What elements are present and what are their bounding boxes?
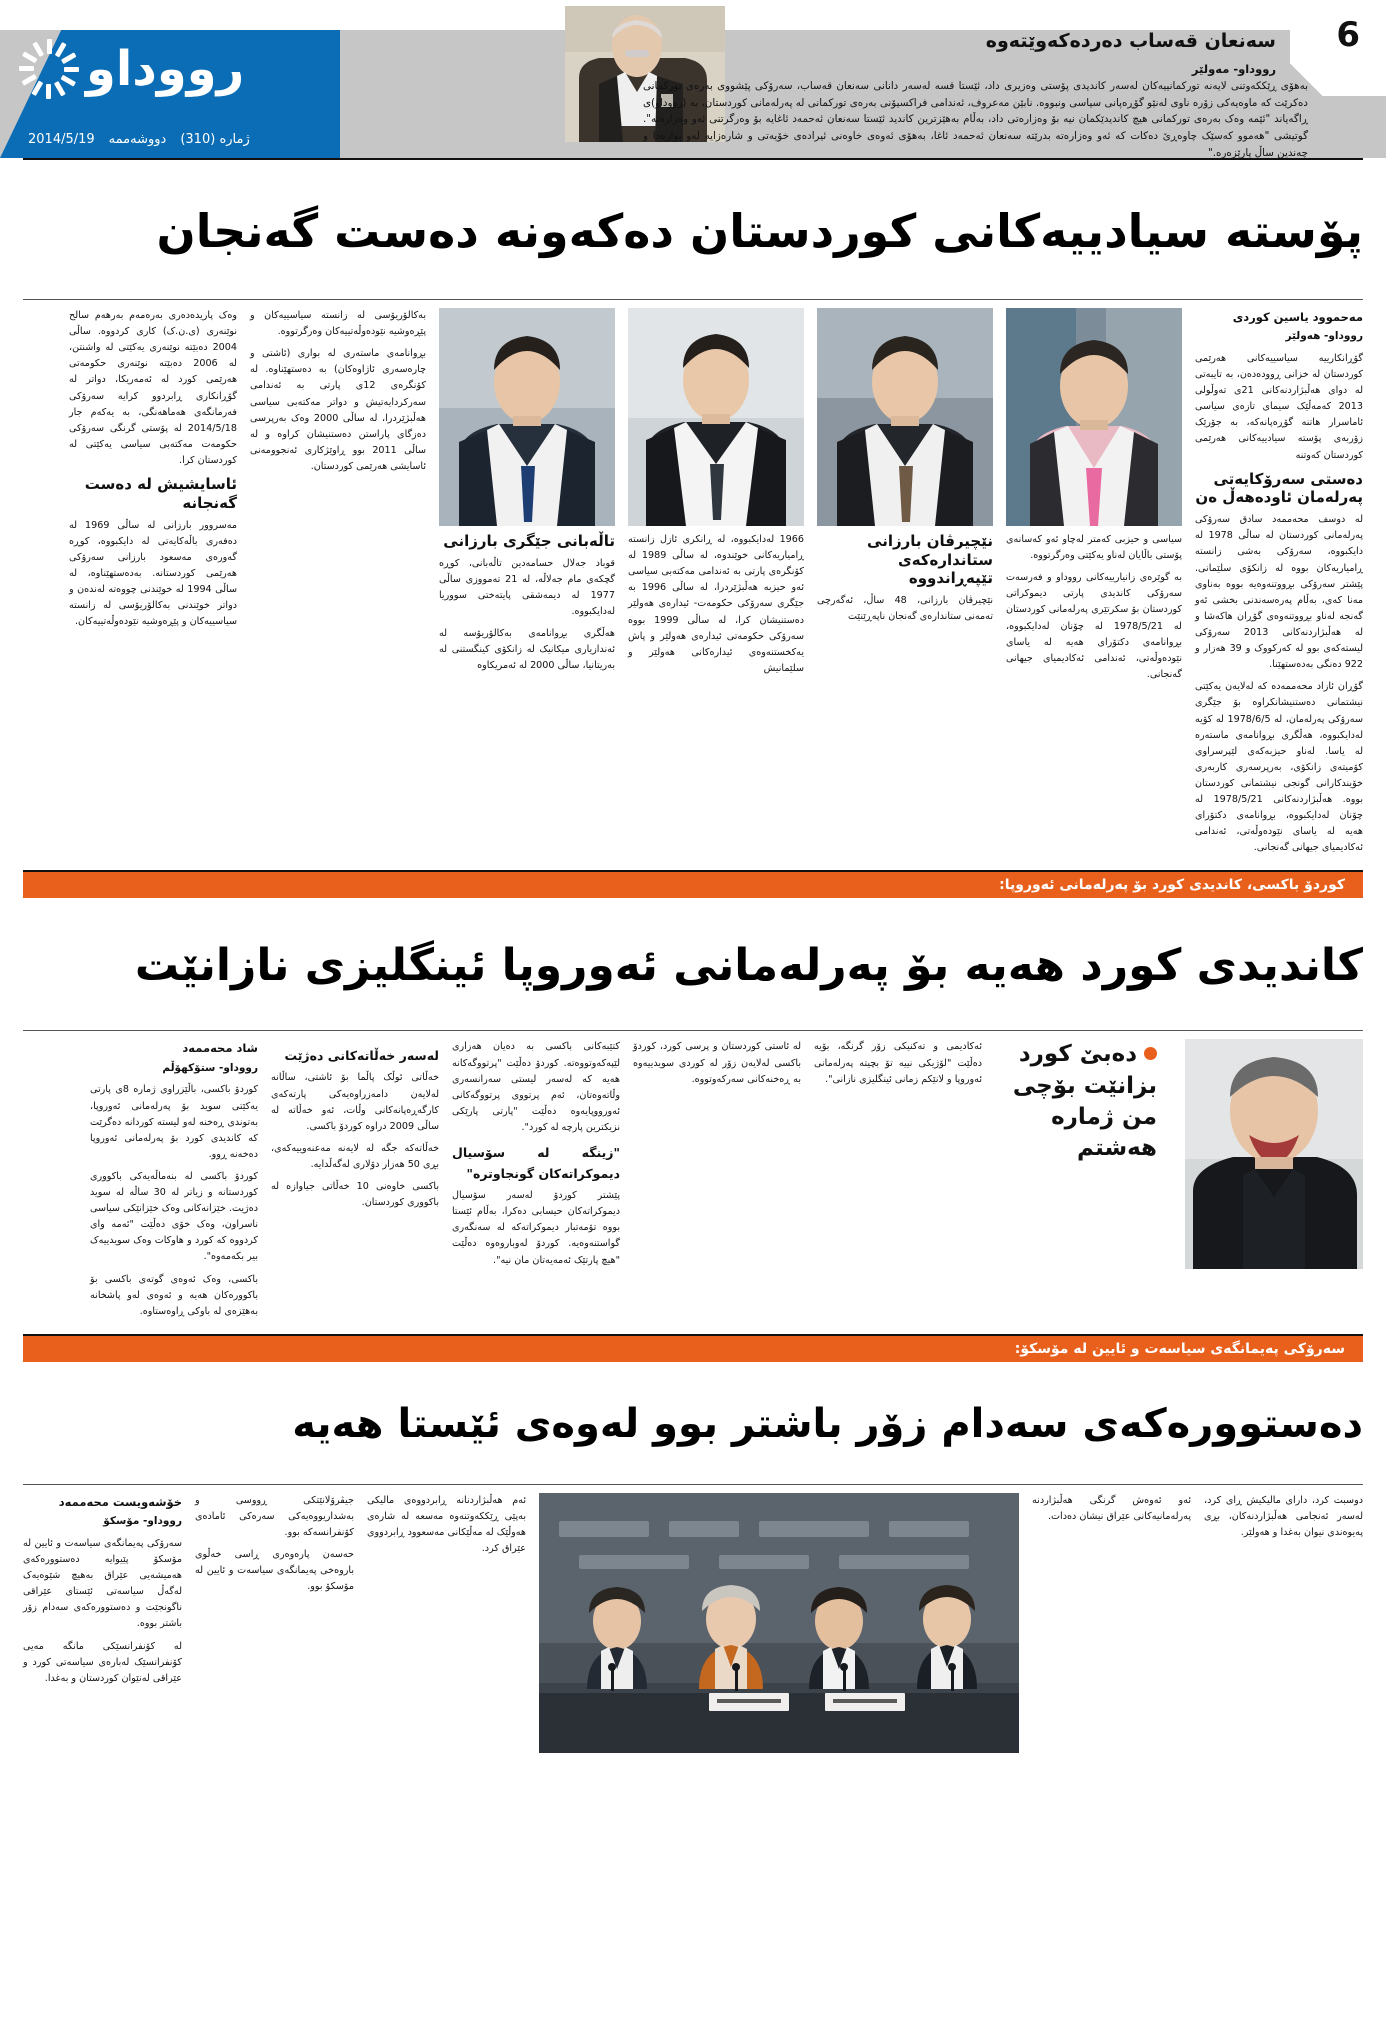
section1-col6-p2: بڕوانامەی ماستەری لە بواری (ئاشتی و چارەسەری ئاژاوەکان) بە دەستهێناوە. لە کۆنگرەی 12ی پارتی بە ئەندامی سەرکردایەتیش و دواتر مەکتەبی سیاسی هەڵبژێردرا، لە ساڵی 2000 وەک بەرپرسی دەزگای پاراستن دەستنیشان کراوە و لە ساڵی 2011 بوو ڕاوێژکاری ئەنجوومەنی ئاسایشی هەرێمی کوردستان. xyxy=(250,348,427,472)
section1-author: مەحموود یاسین کوردی xyxy=(1232,309,1363,324)
portrait-photo-nechirvan xyxy=(1006,308,1182,526)
section1-left-sub: ئاسایشیش لە دەست گەنجانە xyxy=(84,475,237,512)
section2-col-right xyxy=(90,1039,258,1325)
section2-col-6 xyxy=(814,1039,982,1093)
section3-photo-block xyxy=(539,1493,1019,1753)
section1-col-2 xyxy=(1006,308,1182,689)
rule-under-headline-3 xyxy=(23,1484,1363,1485)
section3-col5-p1: دوسبت کرد، دارای مالیکیش ڕای کرد، لەسەر ئەنجامی هەڵبژاردنەکان، بڕی پەیوەندی نیوان بەغدا و هەولێر. xyxy=(1204,1494,1363,1539)
kicker-bar-section2-label: کوردۆ باکسی، کاندیدی کورد بۆ پەرلەمانی ئەوروپا: xyxy=(999,877,1345,894)
section3-columns xyxy=(23,1493,1363,1753)
section1-left-p2: مەسروور بارزانی لە ساڵی 1969 لە دەفەری باڵەکایەتی لە دایکبووە، کوڕە گەورەی مەسعود بارزانی سەرۆکی هەرێمی کوردستانە. بەدەستهێناوە، لە ساڵی 1994 لە خوێندنی چووەتە لەندەن و دواتر خوێندنی بەکالۆریۆسی لە زانستە سیاسییەکان و پێڕەوشیە نێودەوڵەتییەکان. xyxy=(69,519,237,628)
section1-col-4 xyxy=(628,308,804,683)
section2-col4-p1: کتێبەکانی باکسی بە دەیان هەزاری لێپەکەوتووەتە. کوردۆ دەڵێت "پرتووگەکانە هەیە کە لەسەر لیستی سەرانسەری وڵاتەوەتان، ئەم پرتووی پرتووگەکانی ئەورووپایەوە دەڵێت "پارتی پارێکی نزیکترین پارچە لە کورد". xyxy=(452,1041,620,1133)
section2-col5-p1: لە ئاستی کوردستان و پرسی کورد، کوردۆ باکسی لەلایەن زۆر لە کوردی سویدییەوە بە ڕەخنەکانی سەرکەوتووە. xyxy=(633,1041,801,1085)
section1-col5-text xyxy=(439,532,615,675)
kicker-bar-section3 xyxy=(23,1336,1363,1362)
section1-col-right xyxy=(1195,308,1363,863)
section1-col-6 xyxy=(250,308,426,481)
masthead-byline: رووداو- مەولێر xyxy=(1191,62,1276,76)
section2-col-5 xyxy=(633,1039,801,1093)
section1-col2-text xyxy=(1006,532,1182,683)
section1-col5-p: قوباد جەلال حسامەدین تاڵەبانی، کوڕە گچکەی مام جەلاڵە، لە 21 تەمووزی ساڵی 1977 لە دیمەشقی پایتەختی سووریا لەدایکبووە. xyxy=(439,557,615,618)
section1-p2: گۆڕان ئازاد محەممەدە کە لەلایەن یەکێتی نیشتمانی دەستنیشانکراوە بۆ جێگری سەرۆکی پەرلەمان، لە 1978/6/5 لە کۆیە لەدایکبووە، هەڵگری بڕوانامەی ماستەرە لە یاسا. لەناو حیزبەکەی لێپرسراوی کۆمیتەی زانکۆی، بەرپرسەری کاربەری خۆیندکارانی گونجی نیشتمانی کوردستان بووە. هەڵبژاردنەکانی 1978/5/21 لە چۆنان لەدایکبووە، بڕوانامەی دکتۆرای هەیە لە یاسای نێودەوڵەتی، ئەندامی ئەکادیمیای جیهانی گەنجانی. xyxy=(1195,681,1363,854)
section-top-story xyxy=(23,191,1363,863)
section3-col2-p1: جیڤرۆلانێتکی ڕووسی و بەشداریووەیەکی سەرەکی ئامادەی کۆنفرانسەکە بوو. xyxy=(195,1494,354,1539)
section1-col2-p1: بە گوێرەی زانیارییەکانی رووداو و فەرسەت سەرۆکی کاندیدی پارتی دیموکراتی کوردستان بۆ سکرتێری پەرلەمانی کوردستان لە 1978/5/21 لە چۆنان لەدایکبووە، بڕوانامەی دکتۆرای هەیە لە یاسای نێودەوڵەتی، ئەندامی ئەکادیمیای جیهانی گەنجانی. xyxy=(1006,572,1182,680)
portrait-photo-kurdo-baksi xyxy=(1185,1039,1363,1269)
section1-col-left xyxy=(69,308,237,636)
rule-under-headline-1 xyxy=(23,299,1363,300)
section3-author: خۆشەویست محەممەد xyxy=(58,1494,182,1509)
section2-feature-block xyxy=(995,1039,1363,1269)
portrait-photo-qubad xyxy=(817,308,993,526)
section2-headline: کاندیدی کورد هەیە بۆ پەرلەمانی ئەوروپا ئینگلیزی نازانێت xyxy=(134,939,1363,991)
section3-col3-p1: ئەم هەڵبژاردنانە ڕابردووەی مالیکی بەپێی ڕێککەوتنەوە مەسعە لە شارەی هەوڵێک لە مەڵێکانی مەسعوود ڕابردووی عێراق کرد. xyxy=(367,1494,526,1555)
dateline-weekday: دووشەممە xyxy=(108,132,167,147)
section1-col6-p1: بەکالۆریۆسی لە زانستە سیاسییەکان و پێڕەوشیە نێودەوڵەتییەکان وەرگرتووە. xyxy=(250,309,426,338)
section2-col2-p2: خەڵاتەکە جگە لە لایەنە مەعنەوییەکەی، بڕی 50 هەزار دۆلاری لەگەڵدایە. xyxy=(271,1142,439,1170)
masthead-kicker: سەنعان قەساب دەردەکەوێتەوە xyxy=(985,30,1276,52)
kicker-bar-section3-label: سەرۆکی پەیمانگەی سیاسەت و ئایین لە مۆسکۆ: xyxy=(1014,1340,1345,1357)
section1-columns xyxy=(23,308,1363,863)
section1-byline: رووداو- هەولێر xyxy=(1285,330,1363,343)
masthead-body-text: بەهۆی ڕێککەوتنی لایەنە تورکمانییەکان لەسەر کاندیدی پۆستی وەزیری داد، ئێستا قسە لەسەر دانانی سەنعان قەساب، سەرۆکی پێشووی بەرەی تورکمانی دەکرێت کە ماوەیەکی زۆرە ناوی لەنێو گۆڕەپانی سیاسی ونبووە. نابێن مەعروف، ئەندامی فراکسیۆنی بەرەی تورکمانی لە پەرلەمانی کوردستان، بە (رووداو)ی ڕاگەیاند "ئێمە وەک بەرەی تورکمانی هیچ کاندیدێکمان نیە بۆ وەزارەتی داد، بەڵام بەهێزترین کاندید ئێستا سەنعان ئەحمەد ئاغایە بۆ وەرگرتنی ئەو وەزارەتە". گوتیشی "هەموو کەسێک چاوەڕێ دەکات کە ئەو وەزارەتە بدرێتە سەنعان ئەحمەد ئاغا، بەهۆی ئەوەی خاوەنی ئیرادەی خۆیەتی و شارەزایە لەو بوارەدا و چەندین ساڵ پارێزەرە." xyxy=(643,80,1308,158)
section2-col-4 xyxy=(452,1039,620,1274)
section3-col-3 xyxy=(367,1493,526,1563)
section2-col3-p1: پێشتر کوردۆ لەسەر سۆسیال دیموکراتەکان حیسابی دەکرا، بەڵام ئێستا بووە تۆمەتبار دیموکراتەکە لە سەنگەری گواستنەوەیە. کوردۆ لەوباروەوە دەڵێت "هیچ پارتێک ئەمەیەتان مان نیە". xyxy=(452,1190,620,1266)
section2-author: شاد محەممەد xyxy=(182,1041,258,1056)
section1-left-p1: وەک پاریدەدەری بەرەمەم بەرهەم سالح نوێنەری (ی.ن.ک) کاری کردووە. ساڵی 2004 دەبێتە نوێنەری یەکێتی لە واشنتن، لە 2006 دەبێتە نوێنەری حکومەتی هەرێمی کورد لە ئەمەریکا، دواتر لە گۆڕانکاری ڕابردوو کرایە سەرۆکی فەرمانگەی هەماهەنگی، بە یەکەم جار 2014/5/18 لە پۆستی گرنگی سەرۆکی حکومەت مەکتەبی سیاسی یەکێتی لە کوردستان کرا. xyxy=(69,309,237,466)
dateline xyxy=(28,132,250,147)
section1-col3-text xyxy=(817,532,993,625)
section2-col2-p3: باکسی خاوەنی 10 خەڵاتی جیاوازە لە باکووری کوردستان. xyxy=(271,1181,439,1209)
section1-col4-text xyxy=(628,532,804,677)
section1-col4-p1: 1966 لەدایکبووە، لە ڕانکری ئازل زانستە ڕامیاریەکانی خوێندوە، لە ساڵی 1989 لە کۆنگرەی پارتی بە ئەندامی مەکتەبی سیاسی ئەو حیزبە هەڵبژێردرا، لە ساڵی 1996 بە جێگری سەرۆکی حکومەت- ئیدارەی هەولێر دەستنیشان کرا، لە ساڵی 1999 بووە سەرۆکی حکومەتی ئیدارەی هەولێر و پاش یەکخستنەوەی ئیدارەکانی هەولێر و سلێمانیش xyxy=(628,533,804,674)
portrait-photo-talabani xyxy=(439,308,615,526)
logo-wordmark: رووداو xyxy=(86,41,245,97)
section3-col-2 xyxy=(195,1493,354,1602)
masthead xyxy=(0,0,1386,158)
section3-col-left xyxy=(1204,1493,1363,1547)
logo[interactable] xyxy=(18,38,328,100)
section1-col5-p2: هەڵگری بڕوانامەی بەکالۆریۆسە لە ئەندازیاری میکانیک لە زانکۆی کینگستنی لە بەریتانیا، ساڵی 2000 لە ئەمریکاوە xyxy=(439,628,615,672)
section3-colr-p1: سەرۆکی پەیمانگەی سیاسەت و ئایین لە مۆسکۆ پێیوایە دەستوورەکەی هەمیشەیی عێراق بەهیچ شێوەیەک لەگەڵ سیاسەتی ئێستای عێراقی ناگونجێت و دەستوورەکەی سەدام زۆر باشتر بووە. xyxy=(23,1537,182,1630)
section1-p1: لە دوسف محەممەد سادق سەرۆکی پەرلەمانی کوردستان لە ساڵی 1978 لە دایکبووە، سەرۆکی بەشی زانستە ڕامیاریەکان بووە لە زانکۆی سلێمانی. پێشتر سەرۆکی بڕووتنەوەیە بووە بەناوی مەنا کەی، بەڵام پەرەسەندنی بخشی ئەو گەنجە لەناو بڕووتنەوەی گۆڕان هاکەشا و لە هەڵبژاردنەکانی 2013 سەرۆکی لیستەکەی بوو لە کەرکووک و 39 هەزار و 922 دەنگی بەدەستهێنا. xyxy=(1195,514,1363,671)
rule-below-masthead xyxy=(23,158,1363,160)
section1-lead: گۆڕانکارییە سیاسییەکانی هەرێمی کوردستان لە خزانی ڕوودەدەن، بە تایبەتی لە دوای هەڵبژاردنەکانی 21ی تەوڵولی 2013 کەمەڵێک سیمای تازەی سیاسی ئاماسرار هاتنە گۆڕەپانەکە، بە جۆرێک زۆربەی پۆستە سیادییەکانی هەرێمی کوردستان کەوتنە xyxy=(1195,352,1363,461)
section2-col2-title: لەسەر خەڵاتەکانی دەژێت xyxy=(284,1048,439,1064)
section2-col3-title: "زینگە لە سۆسیال دیموکراتەکان گونجاوترە" xyxy=(452,1145,620,1182)
kicker-bar-section2 xyxy=(23,872,1363,898)
section-europe-candidate xyxy=(23,928,1363,1326)
section2-columns xyxy=(23,1039,1363,1325)
section2-byline: رووداو- ستۆکهۆڵم xyxy=(162,1061,258,1074)
section2-col2-p1: خەڵاتی ئوڵک پاڵما بۆ ئاشتی، ساڵانە لەلایەن دامەزراوەیەکی پارتەکەی کارگەڕەپانەکانی وڵات، ئەو خەڵاتە لە ساڵی 2009 دراوە کوردۆ باکسی. xyxy=(271,1072,439,1132)
section3-headline: دەستوورەکەی سەدام زۆر باشتر بوو لەوەی ئێستا هەیە xyxy=(292,1400,1363,1447)
section3-byline: رووداو- مۆسکۆ xyxy=(103,1515,182,1528)
section-constitution xyxy=(23,1389,1363,1753)
section2-col6-p1: ئەکادیمی و تەکنیکی زۆر گرنگە، بۆیە دەڵێت "لۆژیکی نییە تۆ بچیتە پەرلەمانی ئەوروپا و لانێکم زمانی ئینگلیزی نازانی". xyxy=(814,1041,982,1085)
section3-col2-p2: حەسەن پارەوەری ڕاسی خەڵوی باروەخی پەیمانگەی سیاسەت و ئایین لە مۆسکۆ بوو. xyxy=(195,1549,354,1593)
section1-sub-1: دەستی سەرۆکایەتی پەرلەمان ئاودەهەڵ ەن xyxy=(1195,469,1363,507)
section1-col2-sub: سیاسی و حیزبی کەمتر لەچاو ئەو کەسانەی پۆستی باڵایان لەناو یەکێتی وەرگرتووە. xyxy=(1006,533,1182,562)
section3-col4-p1: ئەو ئەوەش گرنگی هەڵبژاردنە پەرلەمانیەکانی عێراق نیشان دەدات. xyxy=(1032,1494,1191,1523)
dateline-issue: ژماره (310) xyxy=(180,132,250,147)
section2-colr-p3: باکسی، وەک ئەوەی گوتەی باکسی بۆ باکوورەکان هەیە و ئەوەی لەو پاشخانە بەهێزەی لە باوکی ڕاوەستاوە. xyxy=(90,1273,258,1317)
section1-col5-title: تاڵەبانی جێگری بارزانی xyxy=(443,531,615,550)
section3-colr-p2: لە کۆنفرانسێکی مانگە مەیی کۆنفرانسێک لەبارەی سیاسەتی کورد و عێراقی لەنێوان کوردستان و بەغدا. xyxy=(23,1640,182,1684)
section2-colr-p1: کوردۆ باکسی، باڵێزراوی ژمارە 8ی پارتی یەکێتی سوید بۆ پەرلەمانی ئەوروپا، بەتوندی ڕەخنە لەو لیستە کوردانە دەگرێت کە کاندیدی کورد بۆ پەرلەمانی ئەوروپا دەخەنە ڕوو. xyxy=(90,1084,258,1160)
portrait-photo-masrour xyxy=(628,308,804,526)
section1-col-3 xyxy=(817,308,993,631)
section1-col3-p: نێچیرڤان بارزانی، 48 ساڵ، ئەگەرچی تەمەنی ستاندارەی گەنجان ناپەڕێنێت xyxy=(817,595,994,623)
section3-col-right xyxy=(23,1493,182,1693)
section3-col-4 xyxy=(1032,1493,1191,1531)
section2-col-3 xyxy=(271,1039,439,1217)
section2-pull-quote xyxy=(995,1039,1173,1163)
press-conference-photo xyxy=(539,1493,1019,1753)
section1-headline: پۆستە سیادییەکانی کوردستان دەکەونە دەست گەنجان xyxy=(156,203,1363,258)
sunburst-icon xyxy=(18,38,80,100)
section1-col-5 xyxy=(439,308,615,681)
bullet-dot-icon xyxy=(1144,1047,1157,1060)
section2-colr-p2: کوردۆ باکسی لە بنەماڵەیەکی باکووری کوردستانە و زیاتر لە 30 ساڵە لە سوید دەژیت. خێزانەکانی وەک خێزانێکی سیاسی ناسراون، وەک خۆی دەڵێت "ئەمە وای کردووە کە کورد و هاوکات وەک سویدییەک بیر بکەمەوە". xyxy=(90,1170,258,1263)
rule-under-headline-2 xyxy=(23,1030,1363,1031)
page-number: 6 xyxy=(1336,15,1360,55)
section1-col3-title: نێچیرڤان بارزانی ستاندارەکەی تێپەڕاندووە xyxy=(867,531,993,588)
section2-pull-quote-text: دەبێ کورد بزانێت بۆچی من ژمارە هەشتم xyxy=(1012,1041,1157,1161)
dateline-date: 2014/5/19 xyxy=(28,132,95,147)
